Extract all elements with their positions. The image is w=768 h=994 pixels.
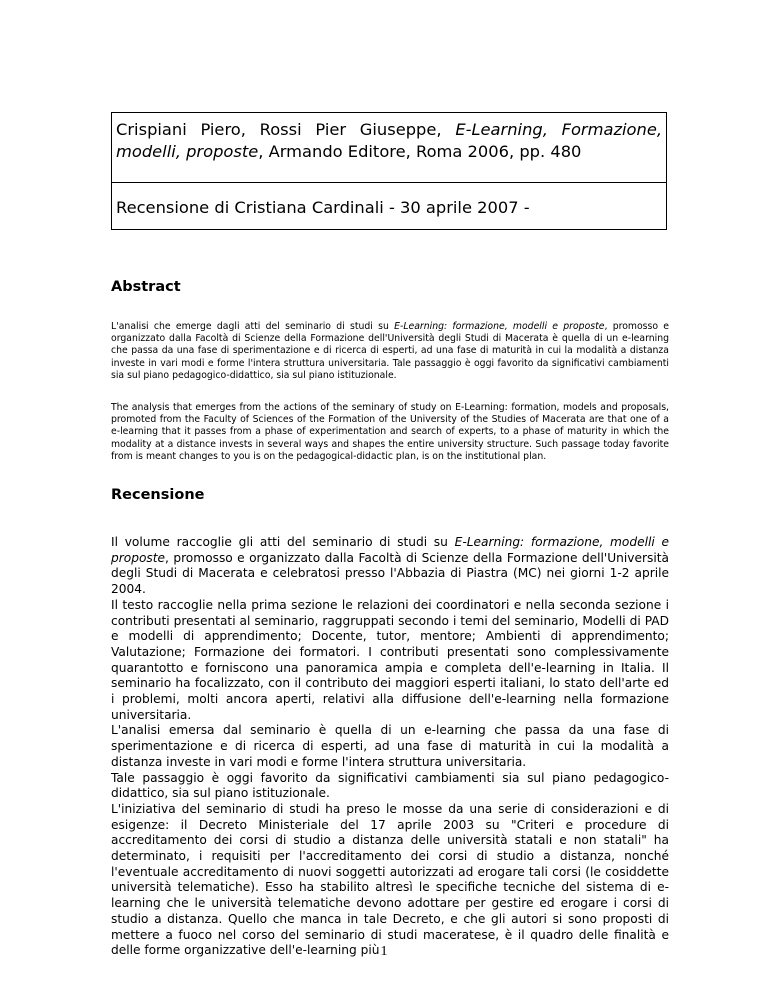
- box-divider: [112, 182, 666, 183]
- book-citation: [116, 119, 662, 163]
- citation-box: [111, 112, 667, 230]
- citation-authors: Crispiani Piero, Rossi Pier Giuseppe,: [116, 120, 442, 139]
- review-paragraph: L'analisi emersa dal seminario è quella di un e-learning che passa da una fase di sperimentazione e di ricerca di esperti, ad una fase di maturità in cui la modalità a distanza investe in vari modi e forme l'intera struttura universitaria.: [111, 723, 669, 769]
- abstract-heading: Abstract: [111, 279, 181, 295]
- review-paragraph: L'iniziativa del seminario di studi ha preso le mosse da una serie di considerazioni e di esigenze: il Decreto Ministeriale del 17 aprile 2003 su "Criteri e procedure di accreditamento dei corsi di studio a distanza delle università statali e non statali" ha determinato, i requisiti per l'accreditamento dei corsi di studio a distanza, nonché l'eventuale accreditamento di nuovi soggetti autorizzati ad erogare tali corsi (le cosiddette università telematiche). Esso ha stabilito altresì le specifiche tecniche del sistema di e-learning che le università telematiche devono adottare per gestire ed erogare i corsi di studio a distanza. Quello che manca in tale Decreto, e che gli autori si sono proposti di mettere a fuoco nel corso del seminario di studi maceratese, è il quadro delle finalità e delle forme organizzative dell'e-learning più: [111, 801, 669, 958]
- abstract-english: The analysis that emerges from the actions of the seminary of study on E-Learning: formation, models and proposals, promoted from the Faculty of Sciences of the Formation of the University of the Studies of Macerata are that one of a e-learning that it passes from a phase of experimentation and search of experts, to a phase of maturity in which the modality at a distance invests in several ways and shapes the entire university structure. Such passage today favorite from is meant changes to you is on the pedagogical-didactic plan, is on the institutional plan.: [111, 402, 669, 462]
- review-heading: Recensione: [111, 487, 205, 503]
- review-body: [111, 535, 669, 959]
- review-paragraph: Il testo raccoglie nella prima sezione le relazioni dei coordinatori e nella seconda sezione i contributi presentati al seminario, raggruppati secondo i temi del seminario, Modelli di PAD e modelli di apprendimento; Docente, tutor, mentore; Ambienti di apprendimento; Valutazione; Formazione dei formatori. I contributi presentati sono complessivamente quarantotto e forniscono una panoramica ampia e completa dell'e-learning in Italia. Il seminario ha focalizzato, con il contributo dei maggiori esperti italiani, lo stato dell'arte ed i problemi, molti ancora aperti, relativi alla diffusione dell'e-learning nella formazione universitaria.: [111, 597, 669, 722]
- abstract-italian: L'analisi che emerge dagli atti del seminario di studi su E-Learning: formazione, modelli e proposte, promosso e organizzato dalla Facoltà di Scienze della Formazione dell'Università degli Studi di Macerata è quella di un e-learning che passa da una fase di sperimentazione e di ricerca di esperti, ad una fase di maturità in cui la modalità a distanza investe in vari modi e forme l'intera struttura universitaria. Tale passaggio è oggi favorito da significativi cambiamenti sia sul piano pedagogico-didattico, sia sul piano istituzionale.: [111, 321, 670, 381]
- review-paragraph: Tale passaggio è oggi favorito da significativi cambiamenti sia sul piano pedagogico-didattico, sia sul piano istituzionale.: [111, 770, 669, 801]
- review-byline: Recensione di Cristiana Cardinali - 30 aprile 2007 -: [116, 198, 530, 217]
- citation-publisher: , Armando Editore, Roma 2006, pp. 480: [258, 142, 582, 161]
- citation-title: E-Learning, Formazione, modelli, proposte: [116, 120, 663, 161]
- review-paragraph: Il volume raccoglie gli atti del seminario di studi su E-Learning: formazione, modelli e proposte, promosso e organizzato dalla Facoltà di Scienze della Formazione dell'Università degli Studi di Macerata e celebratosi presso l'Abbazia di Piastra (MC) nei giorni 1-2 aprile 2004.: [111, 535, 670, 597]
- page-number: 1: [380, 944, 388, 959]
